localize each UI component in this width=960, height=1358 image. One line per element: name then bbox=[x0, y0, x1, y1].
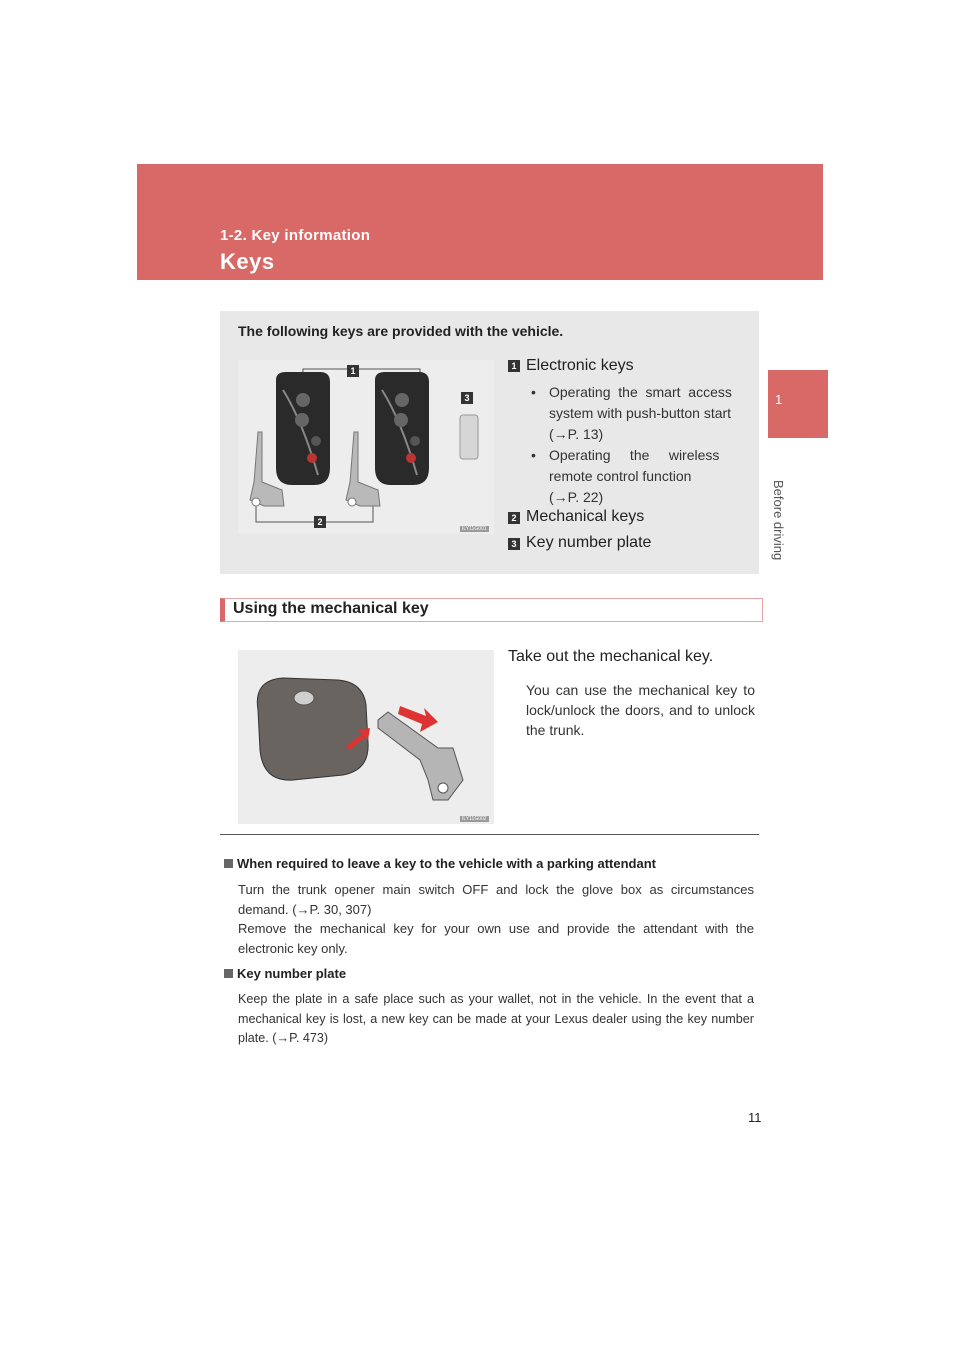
figure-code: ILY11G001 bbox=[462, 526, 487, 532]
note-heading-key-number-plate bbox=[224, 966, 346, 981]
callout-3: 3 bbox=[461, 392, 473, 404]
page-reference: (→P. 22) bbox=[549, 489, 604, 505]
callout-1: 1 bbox=[347, 365, 359, 377]
item-number-2: 2 bbox=[508, 512, 520, 524]
item-number-3: 3 bbox=[508, 538, 520, 550]
step-instruction: Take out the mechanical key. bbox=[508, 648, 714, 665]
chapter-tab-label: Before driving bbox=[771, 480, 786, 561]
intro-text: The following keys are provided with the vehicle. bbox=[238, 323, 564, 339]
note-heading-text: Key number plate bbox=[237, 966, 347, 981]
note-paragraph: Keep the plate in a safe place such as your wallet, not in the vehicle. In the event that a mechanical key is lost, a new key can be made at your Lexus dealer using the key number plate. (→P. 473) bbox=[238, 992, 754, 1045]
bullet-line: Operating the wireless bbox=[549, 447, 720, 463]
page-title: Keys bbox=[220, 249, 275, 274]
mechanical-key-drawing bbox=[238, 650, 494, 824]
bullet-line: system with push-button start bbox=[549, 405, 732, 421]
item-electronic-keys: Electronic keys bbox=[526, 357, 634, 374]
item-mechanical-keys: Mechanical keys bbox=[526, 508, 645, 525]
note-heading-parking-attendant bbox=[224, 856, 656, 871]
chapter-tab-number: 1 bbox=[775, 392, 783, 407]
item-number-1: 1 bbox=[508, 360, 520, 372]
note-paragraph: Turn the trunk opener main switch OFF and lock the glove box as circumstances demand. (→P. 30, 307) bbox=[238, 882, 754, 917]
bullet-smart-access: • Operating the smart access system with push-button start (→P. 13) bbox=[531, 382, 741, 445]
mechanical-key-illustration bbox=[238, 650, 494, 824]
divider bbox=[220, 834, 759, 835]
bullet-line: remote control function bbox=[549, 468, 692, 484]
figure-code: ILY11G002 bbox=[462, 816, 487, 822]
keys-drawing bbox=[238, 360, 494, 534]
note-heading-text: When required to leave a key to the vehicle with a parking attendant bbox=[237, 856, 656, 871]
page-reference: (→P. 13) bbox=[549, 426, 604, 442]
callout-2: 2 bbox=[314, 516, 326, 528]
keys-illustration bbox=[238, 360, 494, 534]
bullet-line: Operating the smart access bbox=[549, 384, 732, 400]
section-label: 1-2. Key information bbox=[220, 227, 371, 244]
bullet-wireless-remote: • Operating the wireless remote control function (→P. 22) bbox=[531, 445, 741, 508]
square-bullet-icon bbox=[224, 969, 233, 978]
square-bullet-icon bbox=[224, 859, 233, 868]
page-number: 11 bbox=[748, 1110, 762, 1125]
subsection-title: Using the mechanical key bbox=[233, 600, 429, 617]
step-description: You can use the mechanical key to lock/unlock the doors, and to unlock the trunk. bbox=[526, 682, 755, 738]
note-paragraph: Remove the mechanical key for your own use and provide the attendant with the electronic key only. bbox=[238, 921, 754, 956]
item-key-number-plate: Key number plate bbox=[526, 534, 652, 551]
